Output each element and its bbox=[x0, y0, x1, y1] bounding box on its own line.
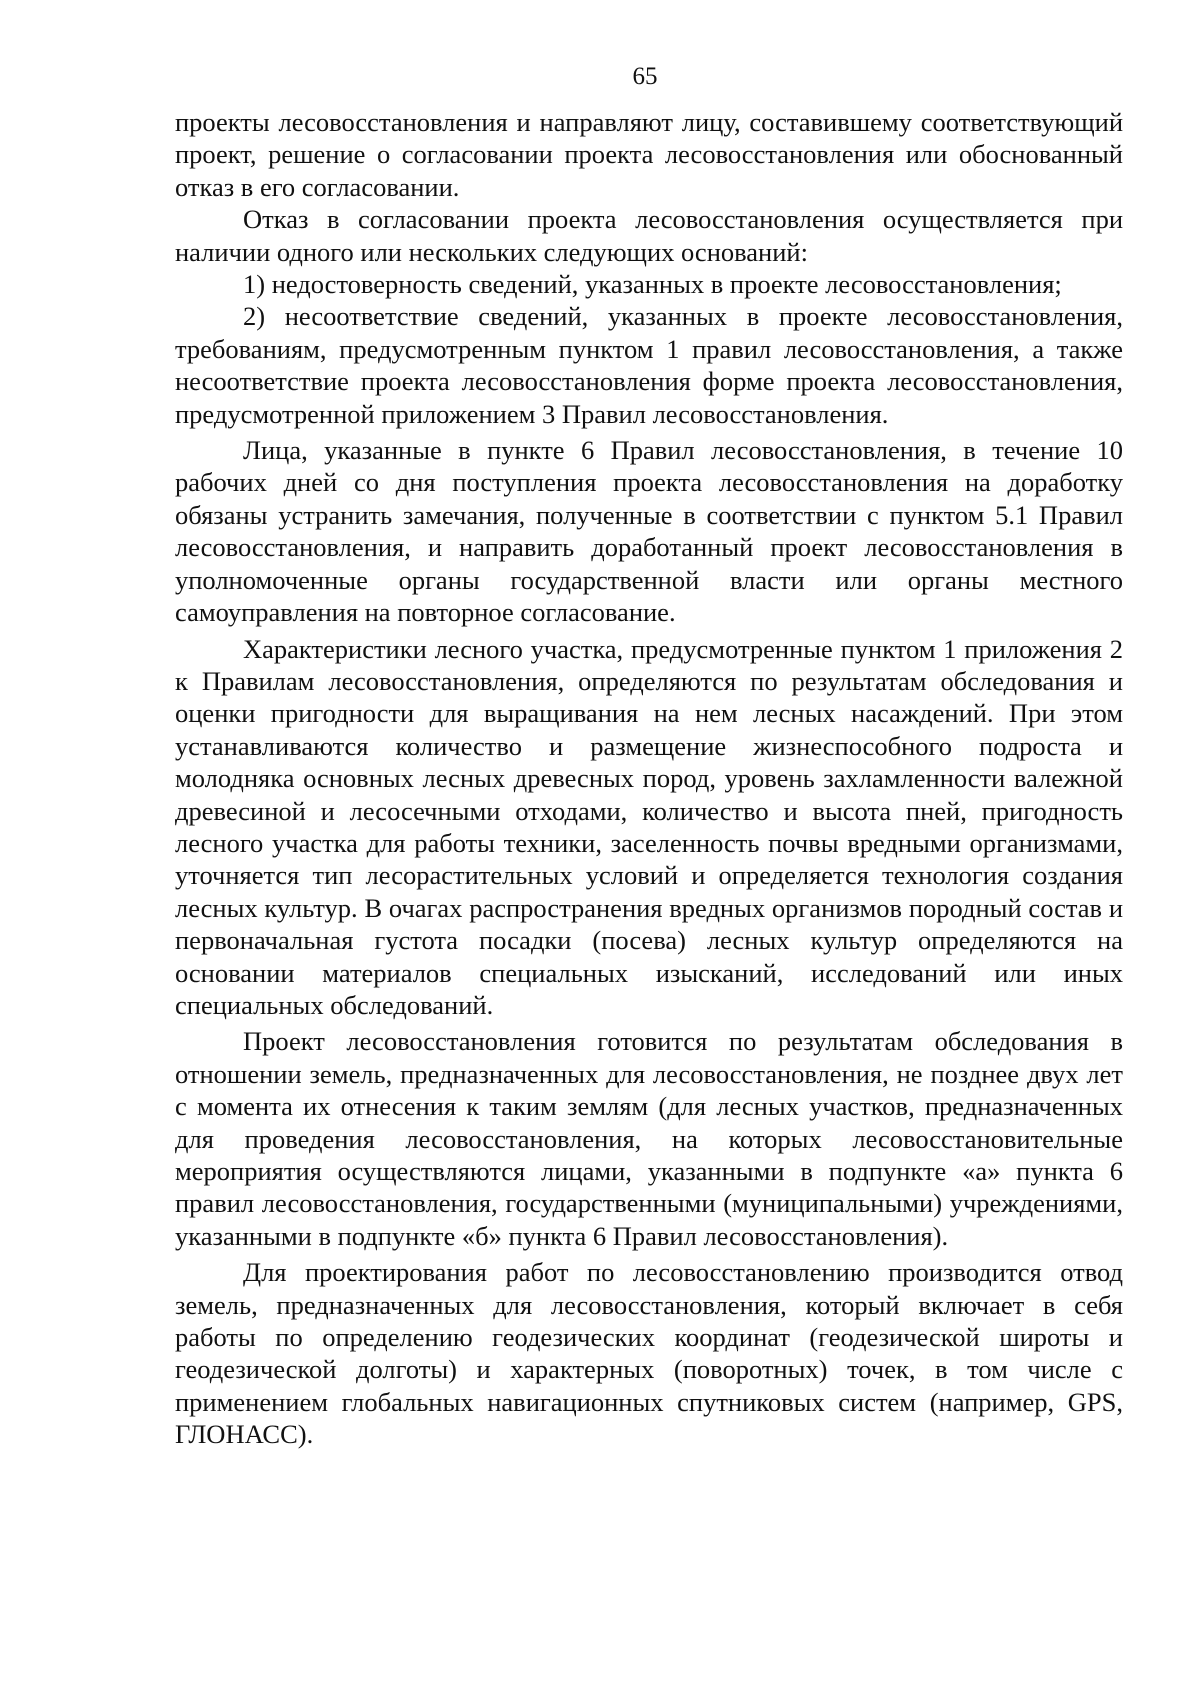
list-item-2: 2) несоответствие сведений, указанных в проекте лесовосстановления, требованиям, предусмотренным пунктом 1 правил лесовосстановления, а также несоответствие проекта лесовосстановления форме проекта лесовосстановления, предусмотренной приложением 3 Правил лесовосстановления. bbox=[175, 301, 1123, 429]
paragraph-refusal-grounds: Отказ в согласовании проекта лесовосстановления осуществляется при наличии одного или нескольких следующих оснований: bbox=[175, 204, 1123, 267]
page-number: 65 bbox=[632, 63, 658, 90]
paragraph-continuation: проекты лесовосстановления и направляют лицу, составившему соответствующий проект, решение о согласовании проекта лесовосстановления или обоснованный отказ в его согласовании. bbox=[175, 107, 1123, 202]
paragraph-land-allotment: Для проектирования работ по лесовосстановлению производится отвод земель, предназначенных для лесовосстановления, который включает в себя работы по определению геодезических координат (геодезической широты и геодезической долготы) и характерных (поворотных) точек, в том числе с применением глобальных навигационных спутниковых систем (например, GPS, ГЛОНАСС). bbox=[175, 1257, 1123, 1450]
paragraph-project-preparation: Проект лесовосстановления готовится по результатам обследования в отношении земель, предназначенных для лесовосстановления, не позднее двух лет с момента их отнесения к таким землям (для лесных участков, предназначенных для проведения лесовосстановления, на которых лесовосстановительные мероприятия осуществляются лицами, указанными в подпункте «а» пункта 6 правил лесовосстановления, государственными (муниципальными) учреждениями, указанными в подпункте «б» пункта 6 Правил лесовосстановления). bbox=[175, 1026, 1123, 1251]
body-text bbox=[175, 106, 1123, 1451]
paragraph-revision: Лица, указанные в пункте 6 Правил лесовосстановления, в течение 10 рабочих дней со дня поступления проекта лесовосстановления на доработку обязаны устранить замечания, полученные в соответствии с пунктом 5.1 Правил лесовосстановления, и направить доработанный проект лесовосстановления в уполномоченные органы государственной власти или органы местного самоуправления на повторное согласование. bbox=[175, 435, 1123, 628]
paragraph-plot-characteristics: Характеристики лесного участка, предусмотренные пунктом 1 приложения 2 к Правилам лесовосстановления, определяются по результатам обследования и оценки пригодности для выращивания на нем лесных насаждений. При этом устанавливаются количество и размещение жизнеспособного подроста и молодняка основных лесных древесных пород, уровень захламленности валежной древесиной и лесосечными отходами, количество и высота пней, пригодность лесного участка для работы техники, заселенность почвы вредными организмами, уточняется тип лесорастительных условий и определяется технология создания лесных культур. В очагах распространения вредных организмов породный состав и первоначальная густота посадки (посева) лесных культур определяются на основании материалов специальных изысканий, исследований или иных специальных обследований. bbox=[175, 633, 1123, 1020]
list-item-1: 1) недостоверность сведений, указанных в проекте лесовосстановления; bbox=[243, 269, 1062, 300]
